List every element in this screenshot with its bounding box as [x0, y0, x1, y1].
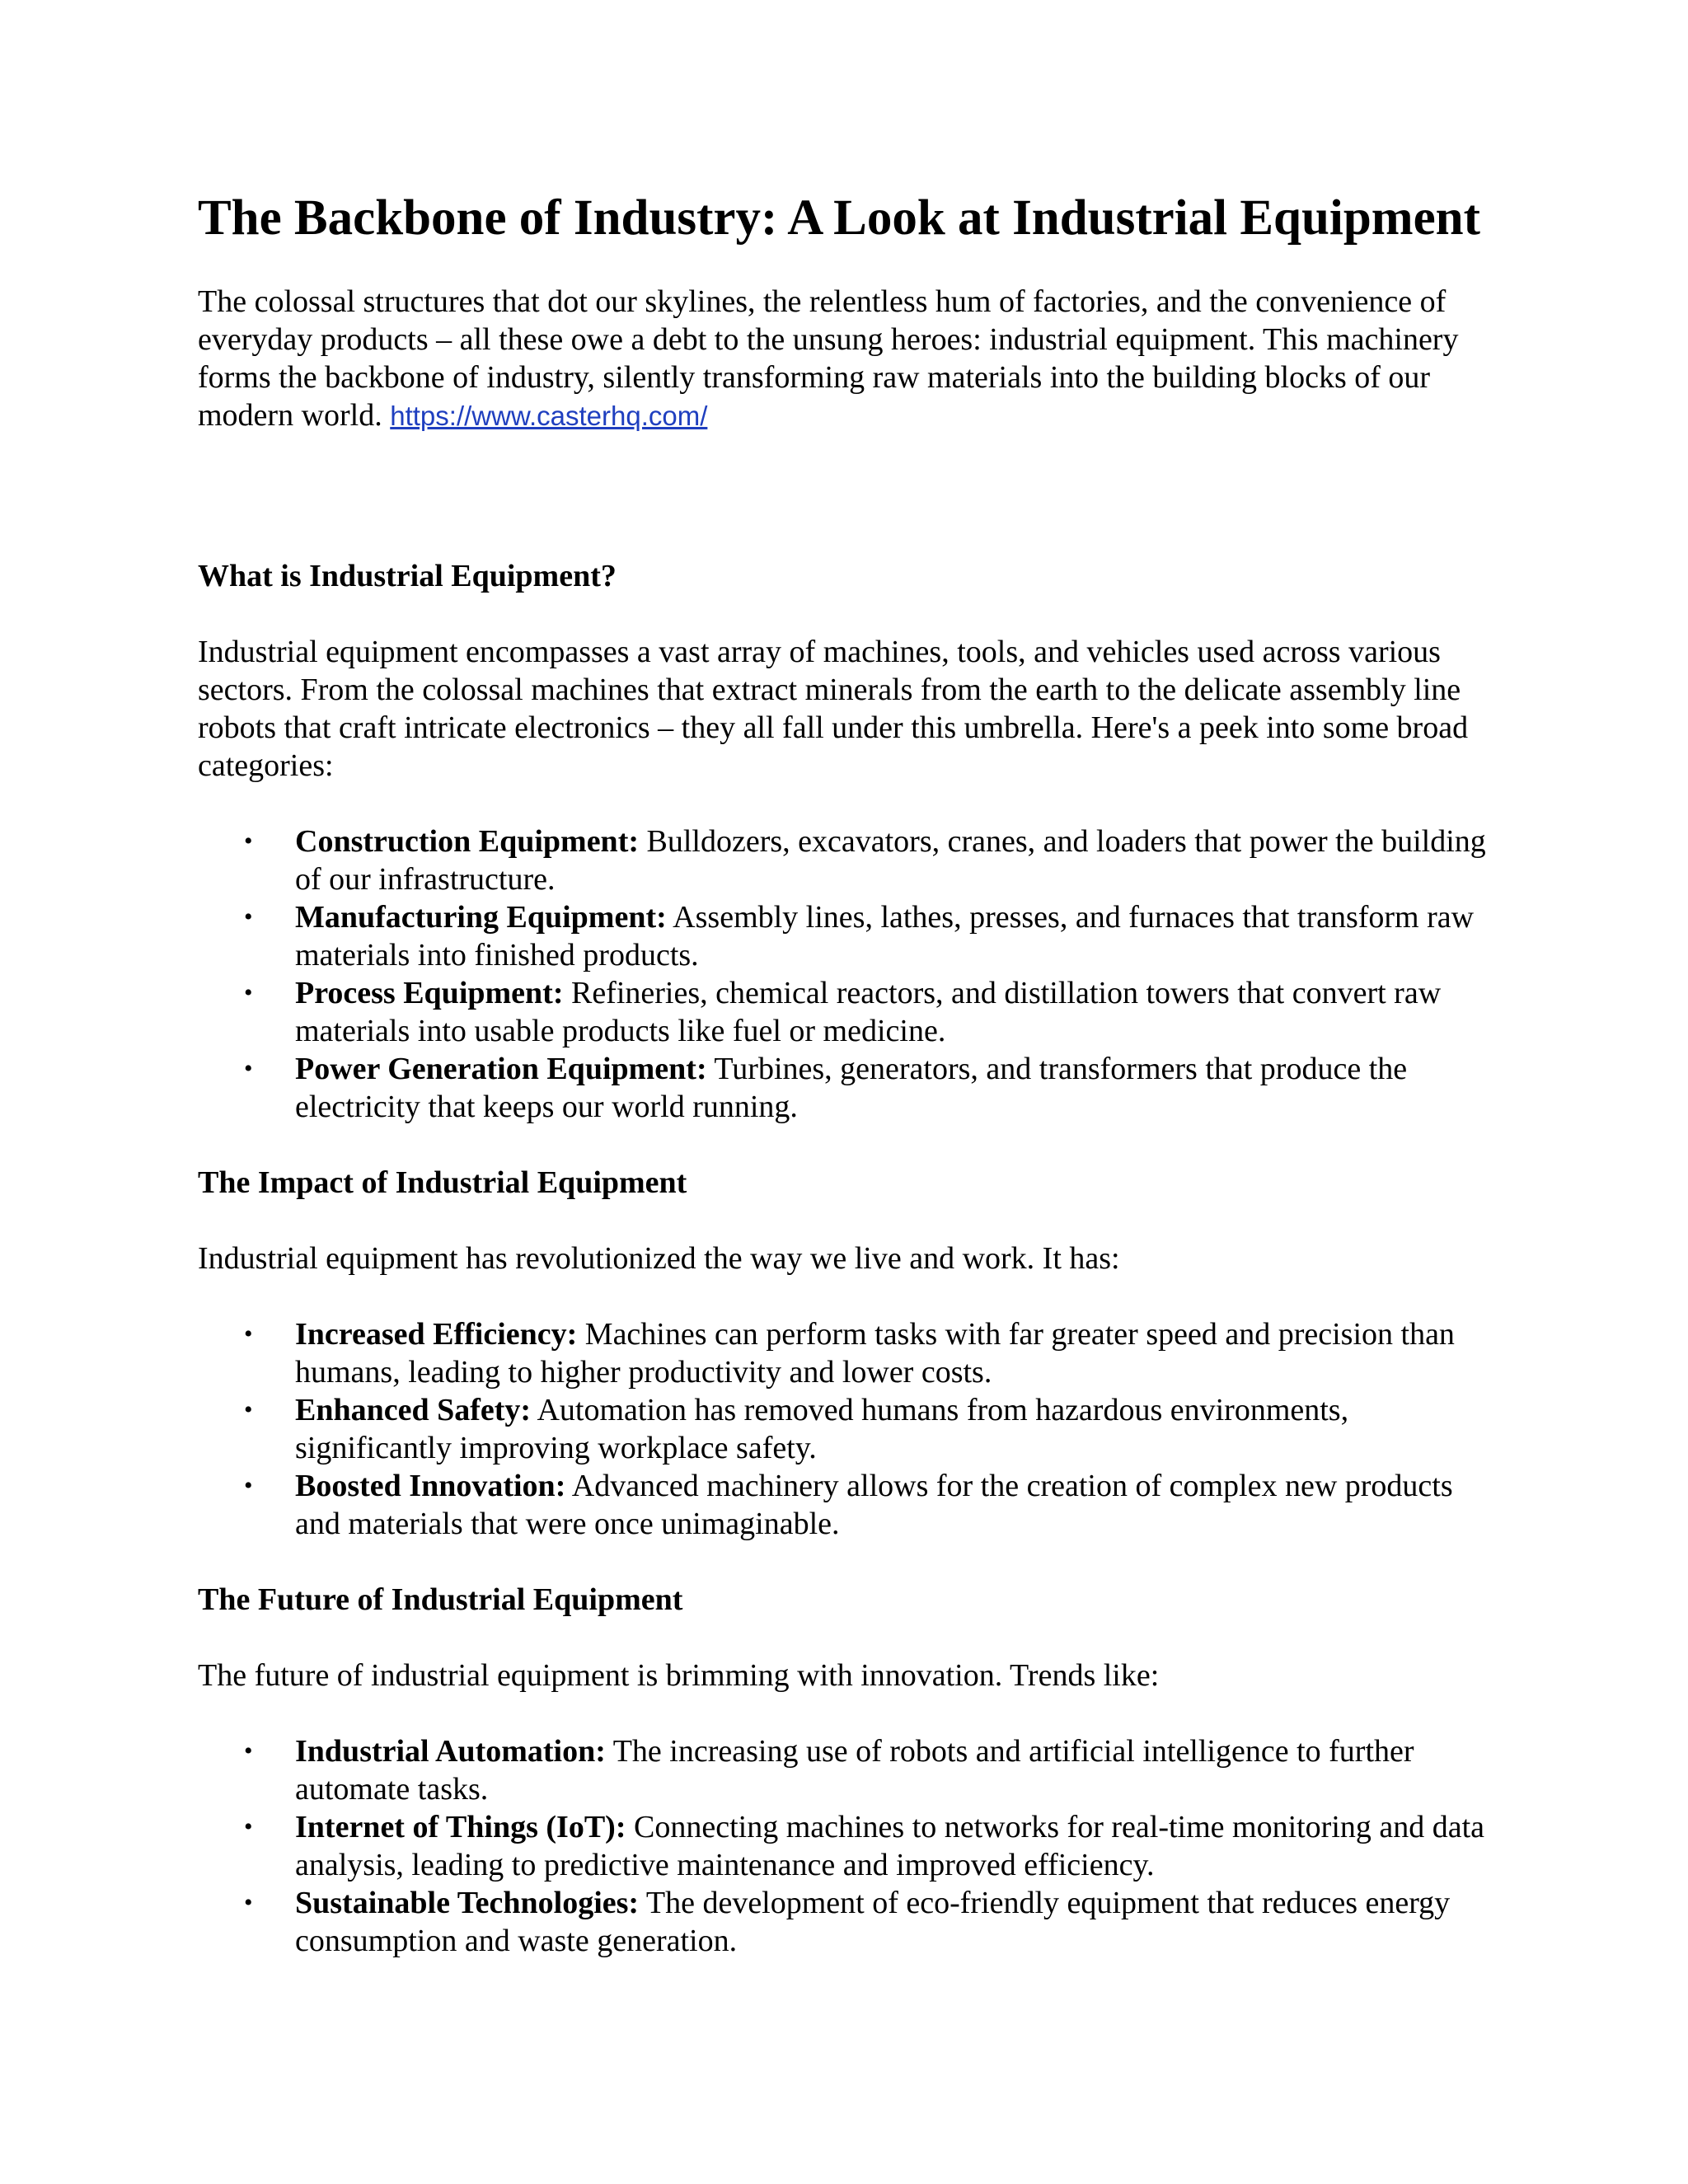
list-item [198, 1808, 1500, 1884]
casterhq-link[interactable]: https://www.casterhq.com/ [390, 401, 708, 432]
section-heading-what-is: What is Industrial Equipment? [198, 559, 617, 594]
intro-paragraph [198, 283, 1500, 435]
section-paragraph-what-is: Industrial equipment encompasses a vast array of machines, tools, and vehicles used across various sectors. From the colossal machines that extract minerals from the earth to the delicate assembly line robots that craft intricate electronics – they all fall under this umbrella. Here's a peek into some broad categories: [198, 635, 1469, 784]
list-item [198, 1315, 1500, 1391]
list-item-term: Enhanced Safety: [295, 1393, 532, 1428]
list-item-term: Construction Equipment: [295, 824, 639, 860]
document-content [198, 188, 1500, 1960]
list-item-text: The development of eco-friendly equipment that reduces energy consumption and waste generation. [295, 1886, 1451, 1959]
bullet-icon: • [244, 827, 253, 855]
impact-list [198, 1315, 1500, 1543]
list-item-text: The increasing use of robots and artificial intelligence to further automate tasks. [295, 1734, 1414, 1807]
bullet-icon: • [244, 1889, 253, 1917]
list-item-text: Connecting machines to networks for real-time monitoring and data analysis, leading to predictive maintenance and improved efficiency. [295, 1810, 1485, 1883]
list-item-text: Bulldozers, excavators, cranes, and loaders that power the building of our infrastructure. [295, 824, 1486, 898]
bullet-icon: • [244, 1320, 253, 1348]
list-item [198, 898, 1500, 974]
bullet-icon: • [244, 979, 253, 1007]
list-item-text: Machines can perform tasks with far greater speed and precision than humans, leading to higher productivity and lower costs. [295, 1317, 1455, 1390]
section-paragraph-impact: Industrial equipment has revolutionized the way we live and work. It has: [198, 1241, 1120, 1277]
list-item-term: Increased Efficiency: [295, 1317, 578, 1352]
list-item-term: Internet of Things (IoT): [295, 1810, 626, 1845]
list-item [198, 823, 1500, 898]
bullet-icon: • [244, 1472, 253, 1500]
section-heading-impact: The Impact of Industrial Equipment [198, 1165, 687, 1201]
intro-text: The colossal structures that dot our skylines, the relentless hum of factories, and the convenience of everyday products – all these owe a debt to the unsung heroes: industrial equipment. This machinery forms the backbone of industry, silently transforming raw materials into the building blocks of our modern world. [198, 284, 1459, 434]
bullet-icon: • [244, 1055, 253, 1083]
list-item-term: Sustainable Technologies: [295, 1886, 640, 1921]
list-item-text: Turbines, generators, and transformers that produce the electricity that keeps our world running. [295, 1052, 1408, 1125]
list-item [198, 1391, 1500, 1467]
list-item [198, 1467, 1500, 1543]
equipment-categories-list [198, 823, 1500, 1126]
bullet-icon: • [244, 1737, 253, 1765]
section-paragraph-future: The future of industrial equipment is brimming with innovation. Trends like: [198, 1658, 1160, 1694]
list-item-text: Refineries, chemical reactors, and distillation towers that convert raw materials into usable products like fuel or medicine. [295, 976, 1442, 1049]
list-item-term: Industrial Automation: [295, 1734, 606, 1769]
list-item-term: Manufacturing Equipment: [295, 900, 667, 935]
list-item-text: Advanced machinery allows for the creation of complex new products and materials that were once unimaginable. [295, 1469, 1453, 1542]
list-item [198, 1050, 1500, 1126]
section-heading-future: The Future of Industrial Equipment [198, 1582, 683, 1618]
future-trends-list [198, 1732, 1500, 1960]
bullet-icon: • [244, 1813, 253, 1841]
list-item [198, 1732, 1500, 1808]
list-item-term: Boosted Innovation: [295, 1469, 566, 1504]
list-item-term: Power Generation Equipment: [295, 1052, 707, 1087]
list-item-text: Assembly lines, lathes, presses, and furnaces that transform raw materials into finished products. [295, 900, 1475, 973]
list-item-term: Process Equipment: [295, 976, 564, 1011]
list-item [198, 1884, 1500, 1960]
bullet-icon: • [244, 1396, 253, 1424]
document-title: The Backbone of Industry: A Look at Industrial Equipment [198, 190, 1480, 246]
list-item-text: Automation has removed humans from hazardous environments, significantly improving workplace safety. [295, 1393, 1349, 1466]
bullet-icon: • [244, 903, 253, 931]
list-item [198, 974, 1500, 1050]
